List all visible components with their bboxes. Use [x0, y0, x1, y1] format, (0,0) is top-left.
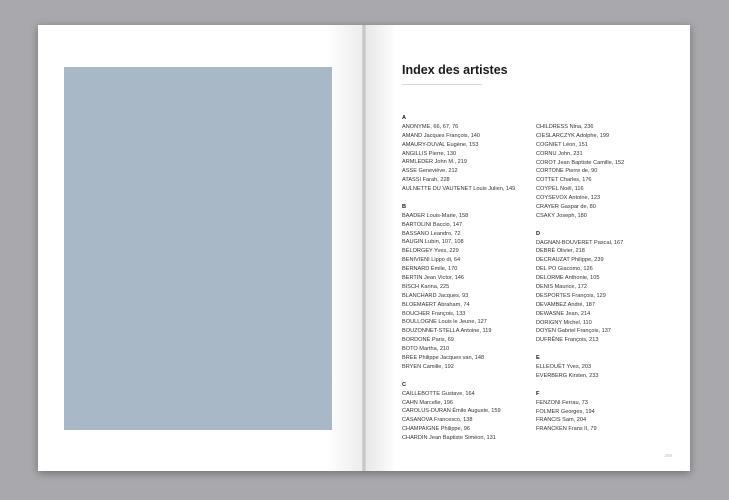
section-gap: [402, 194, 540, 203]
index-entry: ANGILLIS Pierre, 130: [402, 150, 457, 157]
left-page: [38, 25, 364, 471]
index-entry: COYPEL Noël, 116: [536, 186, 584, 193]
index-entry: BENIVIENI Lippo di, 64: [402, 257, 461, 264]
index-entry: FRANCIS Sam, 204: [536, 417, 587, 424]
index-entry: AMAND Jacques François, 140: [402, 132, 481, 139]
index-entry: ANONYME, 66, 67, 76: [402, 123, 459, 130]
open-book-spread: [38, 25, 690, 471]
index-entry: BLANCHARD Jacques, 93: [402, 292, 469, 299]
index-entry: CAHN Marcelle, 196: [402, 399, 453, 406]
index-entry: CORTONE Pierre de, 90: [536, 168, 598, 175]
index-entry: CAILLEBOTTE Gustave, 164: [402, 390, 475, 397]
index-letter-heading: C: [402, 381, 407, 388]
index-entry: DORIGNY Michel, 110: [536, 319, 592, 326]
index-entry: COTTET Charles, 176: [536, 177, 592, 184]
index-entry: ASSE Geneviève, 212: [402, 168, 458, 175]
index-entry: BERNARD Émile, 170: [402, 266, 458, 273]
index-entry: DECRAUZAT Philippe, 239: [536, 257, 604, 264]
index-entry: COYSEVOX Antoine, 123: [536, 195, 601, 202]
index-entry: FOLMER Georges, 194: [536, 408, 595, 415]
index-entry: BOUZONNET-STELLA Antoine, 119: [402, 328, 492, 335]
index-title: Index des artistes: [402, 63, 508, 77]
index-entry: BOTO Martha, 210: [402, 346, 450, 353]
index-entry: DEVAMBEZ André, 187: [536, 301, 595, 308]
index-entry: CSAKY Joseph, 180: [536, 212, 587, 219]
index-entry: AULNETTE DU VAUTENET Louis Julien, 149: [402, 186, 516, 193]
right-page: [364, 25, 690, 471]
index-entry: ARMLEDER John M., 219: [402, 159, 467, 166]
index-entry: CASANOVA Francesco, 138: [402, 417, 473, 424]
index-column-2: [536, 123, 674, 434]
index-column-1: [402, 114, 540, 443]
index-entry: BAADER Louis-Marie, 158: [402, 212, 469, 219]
index-letter-heading: B: [402, 203, 407, 210]
index-entry: DEWASNE Jean, 214: [536, 310, 591, 317]
index-entry: BAUGIN Lubin, 107, 108: [402, 239, 464, 246]
section-gap: [402, 372, 540, 381]
index-letter-heading: A: [402, 115, 407, 121]
image-placeholder: [64, 67, 332, 430]
index-entry: DEBRÉ Olivier, 218: [536, 248, 585, 255]
index-entry: DEL PO Giacomo, 126: [536, 266, 593, 273]
index-letter-heading: F: [536, 390, 540, 397]
index-entry: BASSANO Leandro, 72: [402, 230, 461, 237]
index-letter-heading: D: [536, 230, 541, 237]
index-entry: DUFRÊNE François, 213: [536, 337, 599, 344]
index-entry: BOULLOGNE Louis le Jeune, 127: [402, 319, 487, 326]
index-entry: BRÉE Philippe Jacques van, 148: [402, 355, 485, 362]
section-gap: [536, 221, 674, 230]
index-entry: CHAMPAIGNE Philippe, 96: [402, 426, 470, 433]
index-entry: BÉLORGEY Yves, 229: [402, 248, 459, 255]
book-gutter: [362, 25, 366, 471]
index-entry: BLOEMAERT Abraham, 74: [402, 301, 470, 308]
index-entry: BORDONE Paris, 69: [402, 337, 454, 344]
index-entry: DENIS Maurice, 172: [536, 284, 587, 291]
index-entry: BARTOLINI Baccio, 147: [402, 221, 463, 228]
index-entry: DOYEN Gabriel François, 137: [536, 328, 611, 335]
index-entry: COGNIET Léon, 151: [536, 141, 588, 148]
index-entry: ATASSI Farah, 228: [402, 177, 450, 184]
index-entry: BERTIN Jean Victor, 146: [402, 275, 464, 282]
index-letter-heading: E: [536, 355, 540, 362]
index-entry: CIESLARCZYK Adolphe, 199: [536, 132, 610, 139]
index-entry: BISCH Karina, 225: [402, 283, 450, 290]
index-entry: CORNU John, 231: [536, 150, 583, 157]
section-gap: [536, 345, 674, 354]
index-entry: DESPORTES François, 129: [536, 292, 606, 299]
index-entry: CAROLUS-DURAN Émile Auguste, 159: [402, 408, 501, 415]
page-number: 289: [664, 453, 672, 458]
index-entry: BRYEN Camille, 192: [402, 363, 454, 370]
index-entry: FENZONI Ferrau, 73: [536, 399, 588, 406]
index-entry: CHARDIN Jean Baptiste Siméon, 131: [402, 435, 496, 442]
index-entry: FRANCKEN Frans II, 79: [536, 426, 597, 433]
index-entry: BOUCHER François, 133: [402, 310, 466, 317]
index-entry: COROT Jean Baptiste Camille, 152: [536, 159, 625, 166]
index-entry: ELLEOUËT Yves, 203: [536, 364, 592, 371]
index-entry: DELORME Anthonie, 105: [536, 275, 600, 282]
index-entry: CRAYER Gaspar de, 80: [536, 204, 596, 211]
title-divider: [402, 84, 482, 85]
section-gap: [536, 381, 674, 390]
index-entry: AMAURY-DUVAL Eugène, 153: [402, 141, 479, 148]
index-entry: CHILDRESS Nina, 236: [536, 124, 594, 130]
index-entry: EVERBERG Kirsten, 233: [536, 372, 599, 379]
index-entry: DAGNAN-BOUVERET Pascal, 167: [536, 239, 624, 246]
